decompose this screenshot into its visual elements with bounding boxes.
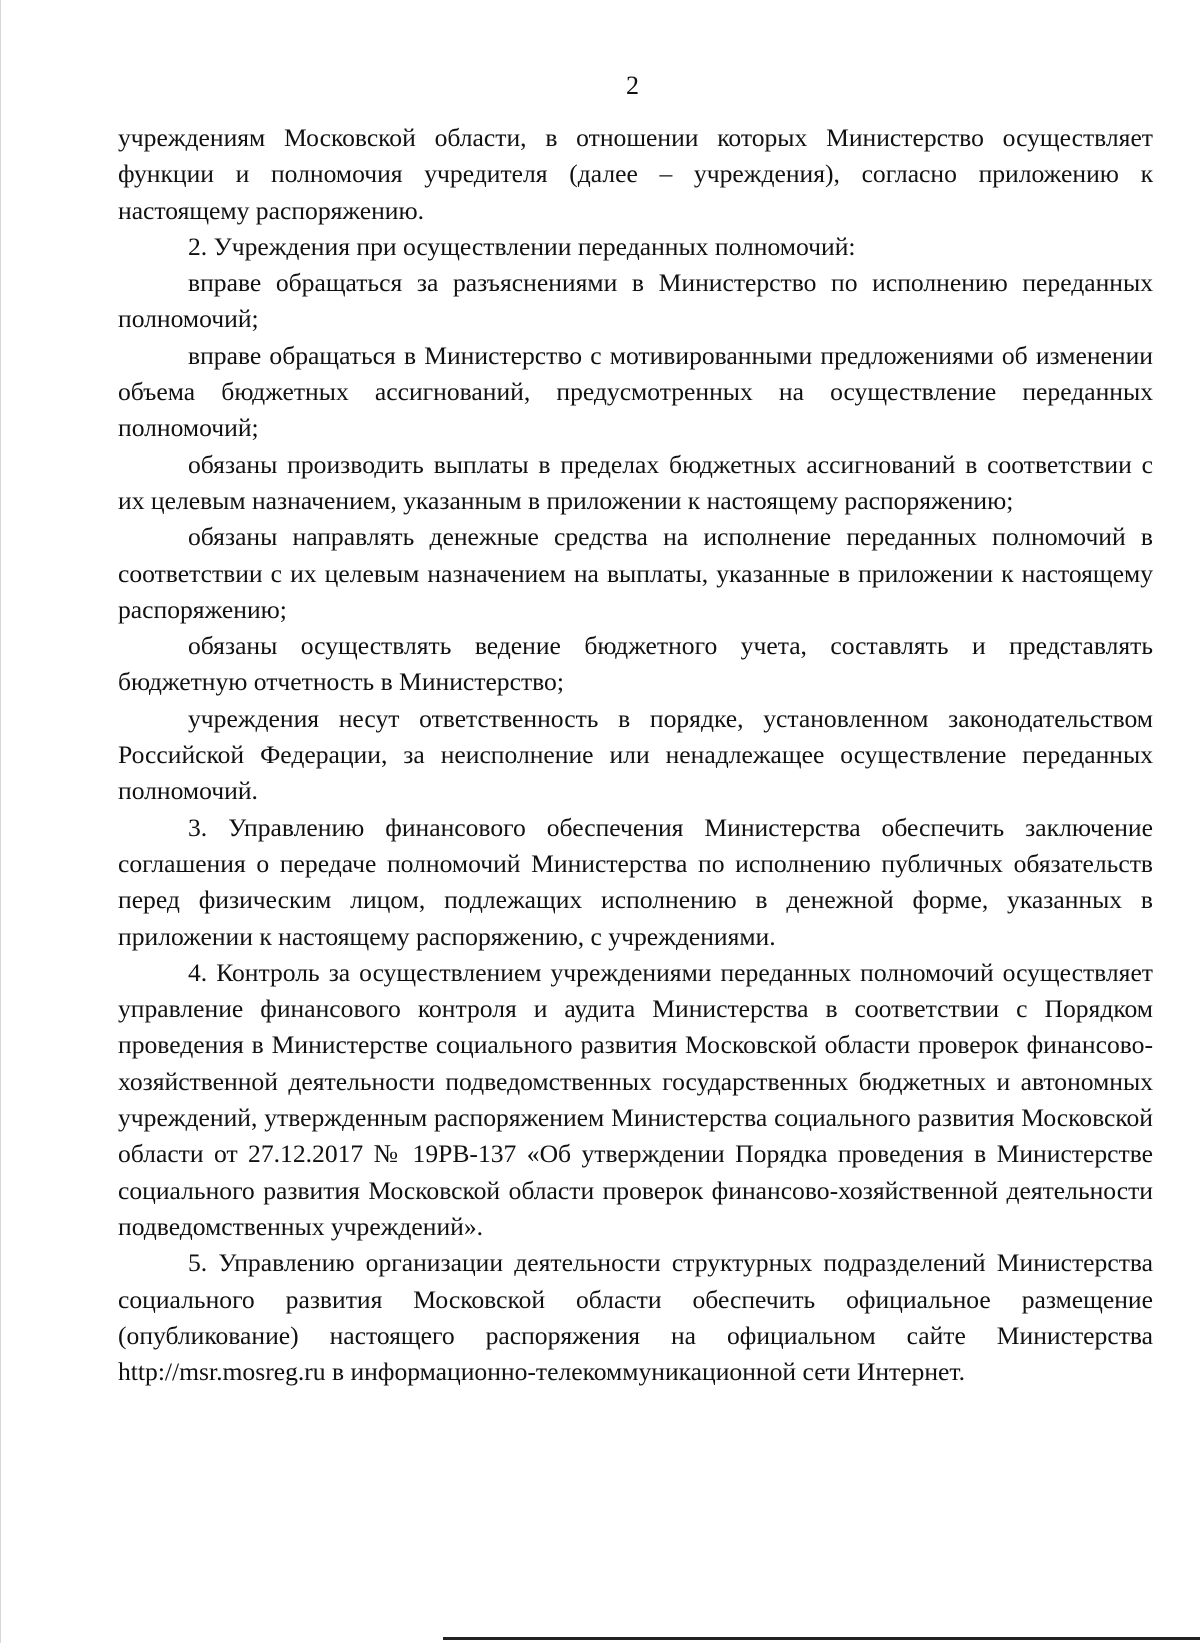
paragraph-clause-2: 2. Учреждения при осуществлении переданных полномочий: bbox=[188, 231, 856, 261]
paragraph-clause-3: 3. Управлению финансового обеспечения Министерства обеспечить заключение соглашения о передаче полномочий Министерства по исполнению публичных обязательств перед физическим лицом, подлежащих исполнению в денежной форме, указанных в приложении к настоящему распоряжению, с учреждениями. bbox=[118, 812, 1153, 951]
paragraph-clause-2-item-4: обязаны направлять денежные средства на исполнение переданных полномочий в соответствии с их целевым назначением на выплаты, указанные в приложении к настоящему распоряжению; bbox=[118, 522, 1153, 624]
document-body bbox=[118, 120, 1153, 1390]
paragraph-clause-2-item-5: обязаны осуществлять ведение бюджетного учета, составлять и представлять бюджетную отчетность в Министерство; bbox=[118, 631, 1153, 697]
paragraph-continuation: учреждениям Московской области, в отношении которых Министерство осуществляет функции и полномочия учредителя (далее – учреждения), согласно приложению к настоящему распоряжению. bbox=[118, 123, 1153, 225]
paragraph-clause-4: 4. Контроль за осуществлением учреждениями переданных полномочий осуществляет управление финансового контроля и аудита Министерства в соответствии с Порядком проведения в Министерстве социального развития Московской области проверок финансово-хозяйственной деятельности подведомственных государственных бюджетных и автономных учреждений, утвержденным распоряжением Министерства социального развития Московской области от 27.12.2017 № 19РВ-137 «Об утверждении Порядка проведения в Министерстве социального развития Московской области проверок финансово-хозяйственной деятельности подведомственных учреждений». bbox=[118, 957, 1153, 1241]
paragraph-clause-5: 5. Управлению организации деятельности структурных подразделений Министерства социального развития Московской области обеспечить официальное размещение (опубликование) настоящего распоряжения на официальном сайте Министерства http://msr.mosreg.ru в информационно-телекоммуникационной сети Интернет. bbox=[118, 1248, 1153, 1387]
scan-left-edge bbox=[0, 0, 1, 1643]
paragraph-clause-2-item-6: учреждения несут ответственность в порядке, установленном законодательством Российской Федерации, за неисполнение или ненадлежащее осуществление переданных полномочий. bbox=[118, 703, 1153, 806]
bottom-scan-rule bbox=[443, 1637, 1200, 1640]
paragraph-clause-2-item-1: вправе обращаться за разъяснениями в Министерство по исполнению переданных полномочий; bbox=[118, 268, 1153, 334]
page-number: 2 bbox=[626, 71, 639, 100]
paragraph-clause-2-item-2: вправе обращаться в Министерство с мотивированными предложениями об изменении объема бюджетных ассигнований, предусмотренных на осуществление переданных полномочий; bbox=[118, 340, 1153, 443]
paragraph-clause-2-item-3: обязаны производить выплаты в пределах бюджетных ассигнований в соответствии с их целевым назначением, указанным в приложении к настоящему распоряжению; bbox=[118, 449, 1153, 515]
